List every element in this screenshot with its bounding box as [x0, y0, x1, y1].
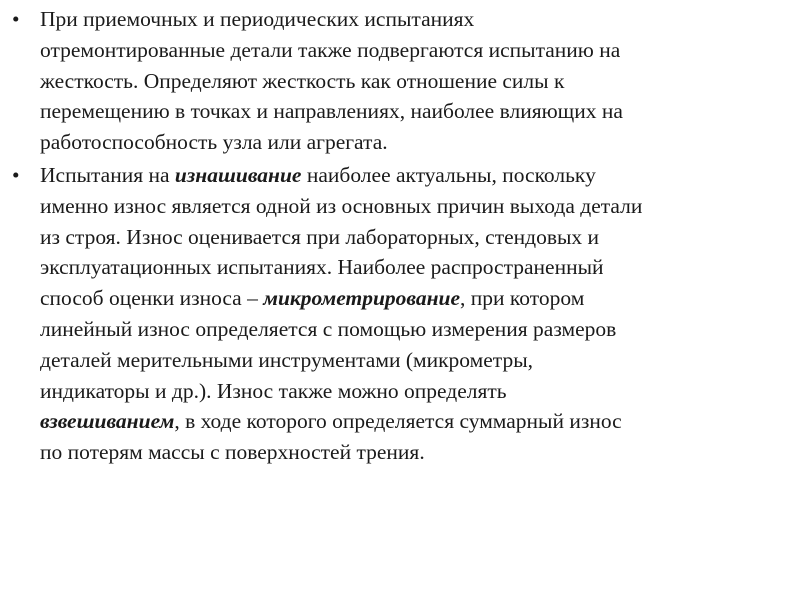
text-span: , при котором	[460, 286, 585, 311]
text-span: по потерям массы с поверхностей трения.	[40, 440, 425, 465]
text-line	[40, 35, 790, 66]
emphasized-term: микрометрирование	[263, 286, 461, 311]
bullet-list	[10, 4, 790, 470]
bullet-marker: •	[12, 7, 20, 31]
text-span: При приемочных и периодических испытаниях	[40, 7, 475, 31]
text-line	[40, 406, 790, 437]
text-span: из строя. Износ оценивается при лабораторных, стендовых и	[40, 224, 600, 249]
text-span: , в ходе которого определяется суммарный износ	[174, 409, 622, 434]
text-line	[40, 314, 790, 345]
text-span: отремонтированные детали также подвергаются испытанию на	[40, 37, 621, 62]
text-span: способ оценки износа –	[40, 286, 264, 311]
bullet-marker: •	[12, 162, 20, 187]
text-span: Испытания на	[40, 162, 175, 187]
text-line	[40, 4, 790, 35]
text-span: именно износ является одной из основных причин выхода детали	[40, 193, 643, 218]
text-span: наиболее актуальны, поскольку	[301, 162, 596, 187]
text-line	[40, 437, 790, 468]
text-line	[40, 345, 790, 376]
text-line	[40, 127, 790, 158]
text-line	[40, 160, 790, 191]
text-span: перемещению в точках и направлениях, наиболее влияющих на	[40, 99, 623, 124]
text-line	[40, 66, 790, 97]
text-span: работоспособность узла или агрегата.	[40, 130, 388, 155]
text-line	[40, 283, 790, 314]
text-line	[40, 191, 790, 222]
text-line	[40, 96, 790, 127]
text-span: линейный износ определяется с помощью измерения размеров	[40, 316, 617, 341]
text-span: жесткость. Определяют жесткость как отношение силы к	[40, 68, 565, 93]
emphasized-term: взвешиванием	[40, 409, 175, 434]
text-line	[40, 252, 790, 283]
text-line	[40, 222, 790, 253]
emphasized-term: изнашивание	[174, 162, 302, 187]
text-span: эксплуатационных испытаниях. Наиболее распространенный	[40, 255, 604, 280]
bullet-item-stiffness-testing	[10, 4, 790, 158]
bullet-item-wear-testing	[10, 160, 790, 468]
text-span: индикаторы и др.). Износ также можно определять	[40, 378, 507, 403]
text-span: деталей мерительными инструментами (микрометры,	[40, 347, 534, 372]
text-line	[40, 376, 790, 407]
